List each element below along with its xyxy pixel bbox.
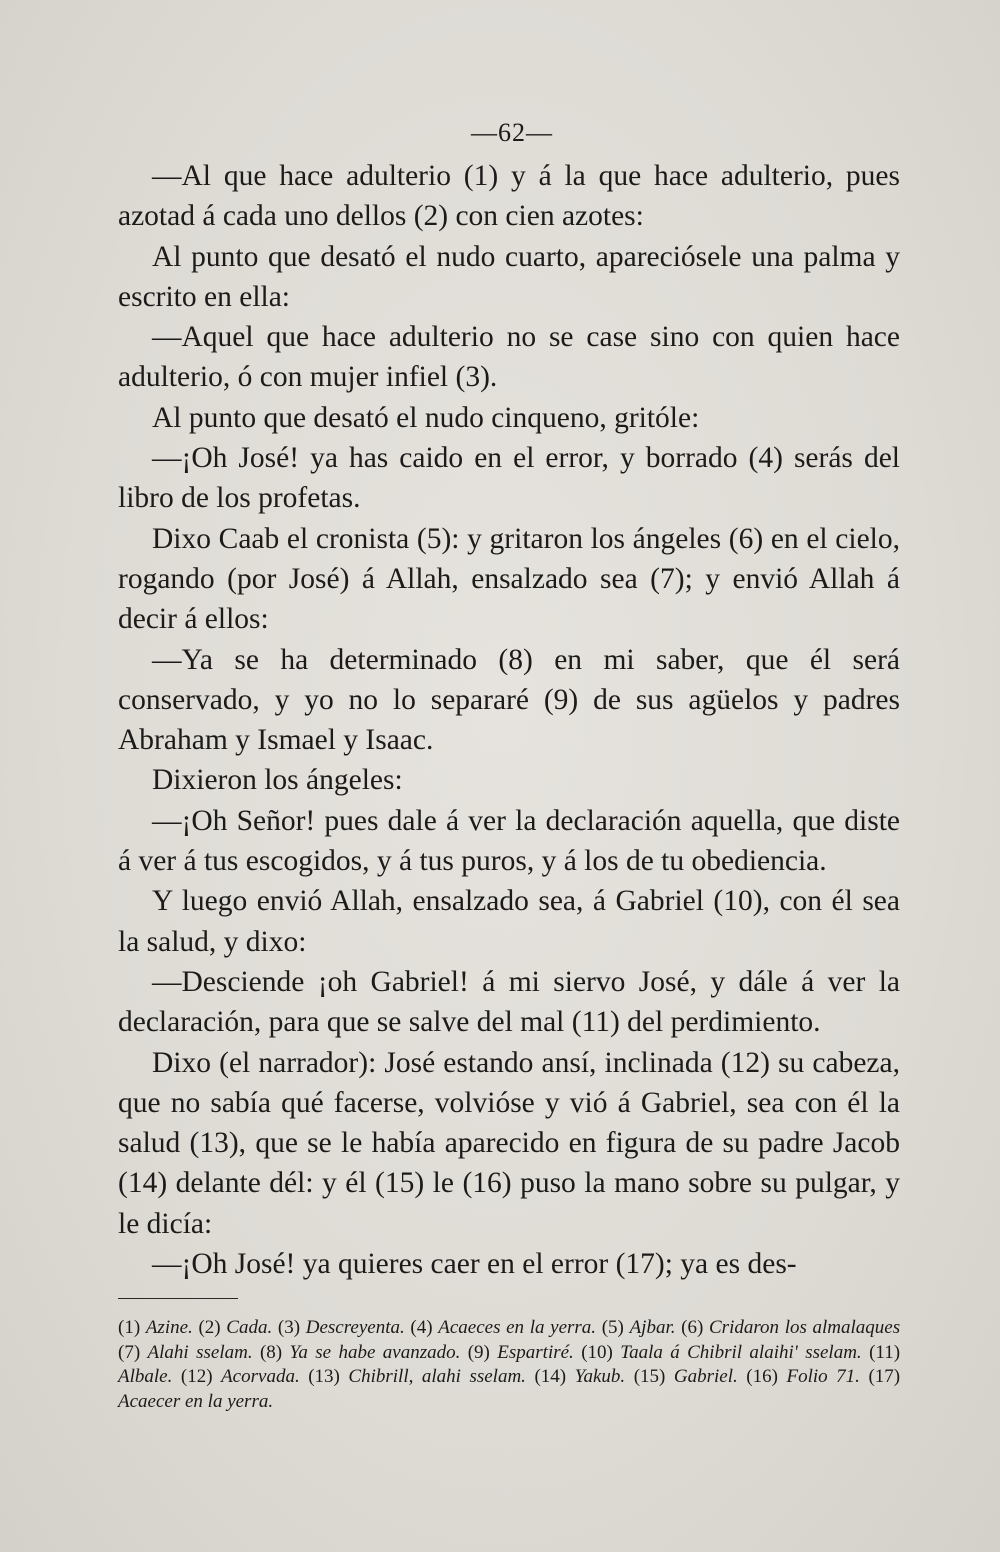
footnote-text: Taala á Chibril alaihi' sselam.: [620, 1341, 862, 1363]
footnote-number: (5): [601, 1317, 624, 1338]
footnote: [308, 1366, 526, 1387]
footnote-text: Yakub.: [574, 1366, 626, 1387]
footnotes: [118, 1316, 900, 1414]
main-text: [118, 156, 900, 1284]
footnote-text: Cridaron los almalaques: [709, 1317, 901, 1338]
footnote: [118, 1342, 253, 1363]
footnote-text: Cada.: [226, 1317, 273, 1338]
footnote-text: Descreyenta.: [305, 1317, 405, 1338]
paragraph: Dixo Caab el cronista (5): y gritaron los ángeles (6) en el cielo, rogando (por José) á Allah, ensalzado sea (7); y envió Allah á decir á ellos:: [118, 522, 900, 636]
paragraph: —Al que hace adulterio (1) y á la que hace adulterio, pues azotad á cada uno dellos (2) con cien azotes:: [118, 160, 900, 233]
footnote-number: (17): [868, 1366, 901, 1387]
footnote-text: Acaeces en la yerra.: [438, 1317, 597, 1338]
footnote-number: (7): [118, 1341, 141, 1363]
footnote: [681, 1317, 900, 1338]
footnote: [581, 1342, 861, 1363]
paragraph: —Ya se ha determinado (8) en mi saber, que él será conservado, y yo no lo separaré (9) de sus agüelos y padres Abraham y Ismael y Isaac.: [118, 643, 900, 757]
footnote-number: (11): [869, 1341, 901, 1363]
footnote-number: (10): [581, 1341, 613, 1363]
footnote-number: (16): [746, 1366, 778, 1387]
footnote-number: (12): [180, 1366, 213, 1387]
paragraph: —¡Oh José! ya has caido en el error, y borrado (4) serás del libro de los profetas.: [118, 442, 900, 515]
footnote: [602, 1317, 676, 1338]
footnote-text: Acaecer en la yerra.: [118, 1390, 274, 1412]
footnote: [118, 1317, 193, 1338]
footnote-text: Ajbar.: [629, 1317, 676, 1338]
footnote: [198, 1317, 272, 1338]
paragraph: —Desciende ¡oh Gabriel! á mi siervo José, y dále á ver la declaración, para que se salve del mal (11) del perdimiento.: [118, 965, 900, 1039]
footnote-text: Alahi sselam.: [147, 1341, 253, 1363]
footnote-number: (2): [198, 1317, 221, 1338]
footnote: [260, 1342, 460, 1363]
footnote-number: (14): [534, 1366, 567, 1387]
footnote-number: (8): [259, 1341, 283, 1363]
footnote-text: Espartiré.: [497, 1341, 574, 1363]
footnote-text: Folio 71.: [786, 1366, 860, 1387]
paragraph: Al punto que desató el nudo cuarto, apareciósele una palma y escrito en ella:: [118, 240, 900, 313]
footnote: [468, 1342, 574, 1363]
footnote-divider: [118, 1298, 238, 1299]
footnote: [181, 1366, 300, 1387]
footnote-text: Chibrill, alahi sselam.: [348, 1366, 526, 1387]
paragraph: Dixieron los ángeles:: [152, 764, 403, 797]
paragraph: Al punto que desató el nudo cinqueno, gritóle:: [152, 401, 700, 434]
footnote-number: (15): [633, 1366, 666, 1387]
paragraph: —Aquel que hace adulterio no se case sino con quien hace adulterio, ó con mujer infiel (3).: [118, 321, 900, 394]
footnote-text: Ya se habe avanzado.: [289, 1341, 461, 1363]
page-number: —62—: [471, 118, 553, 147]
paragraph: —¡Oh José! ya quieres caer en el error (17); ya es des-: [152, 1248, 797, 1281]
footnote: [534, 1366, 625, 1387]
footnote-text: Acorvada.: [221, 1366, 300, 1387]
footnote-text: Azine.: [145, 1317, 193, 1338]
footnote: [278, 1317, 405, 1338]
footnote-number: (3): [277, 1317, 301, 1338]
footnote-number: (1): [118, 1317, 141, 1338]
footnote: [746, 1366, 860, 1387]
paragraph: Dixo (el narrador): José estando ansí, inclinada (12) su cabeza, que no sabía qué facerse, volvióse y vió á Gabriel, sea con él la salud (13), que se le había aparecido en figura de su padre Jacob (14) delante dél: y él (15) le (16) puso la mano sobre su pulgar, y le dicía:: [118, 1046, 900, 1240]
paragraph: —¡Oh Señor! pues dale á ver la declaración aquella, que diste á ver á tus escogidos, y á tus puros, y á los de tu obediencia.: [118, 804, 900, 878]
footnote-number: (4): [410, 1317, 433, 1338]
footnote-number: (9): [467, 1341, 490, 1363]
footnote: [410, 1317, 596, 1338]
footnote-text: Gabriel.: [673, 1366, 738, 1387]
footnote-text: Albale.: [118, 1366, 173, 1387]
footnote-number: (13): [308, 1366, 340, 1387]
paragraph: Y luego envió Allah, ensalzado sea, á Gabriel (10), con él sea la salud, y dixo:: [118, 885, 900, 958]
footnote-number: (6): [681, 1317, 704, 1338]
footnote: [634, 1366, 738, 1387]
